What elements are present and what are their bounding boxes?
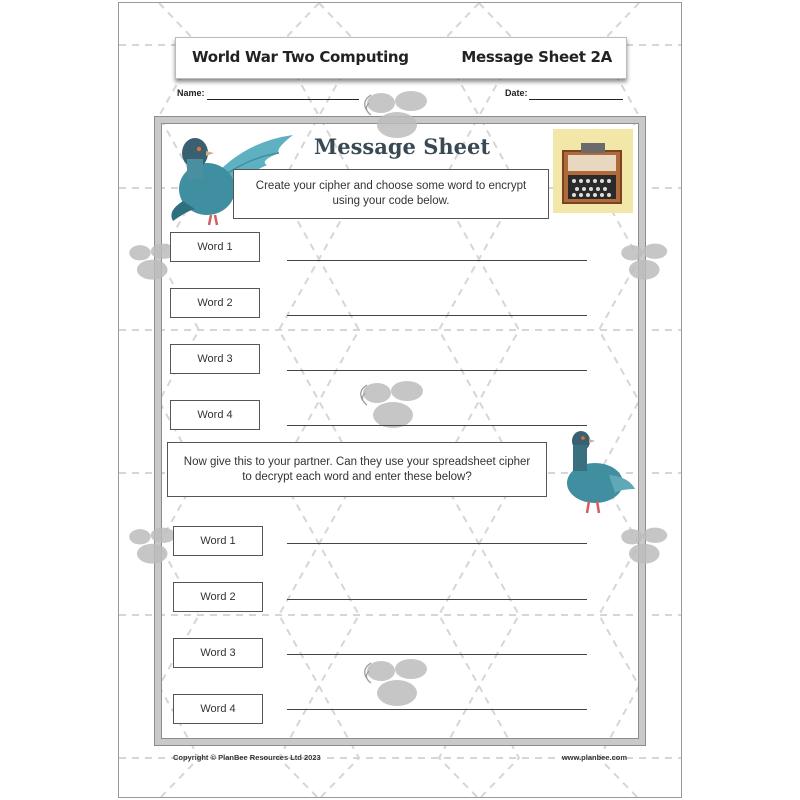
encrypt-answer-line-2[interactable]: [287, 315, 587, 316]
encrypt-answer-line-1[interactable]: [287, 260, 587, 261]
footer-copyright: Copyright © PlanBee Resources Ltd 2023: [173, 753, 321, 762]
word-label-box: Word 4: [173, 694, 263, 724]
word-label-box: Word 3: [170, 344, 260, 374]
header-bar: [175, 37, 627, 79]
footer-website-link[interactable]: www.planbee.com: [561, 753, 627, 762]
word-label-box: Word 2: [173, 582, 263, 612]
instruction-text-encrypt: Create your cipher and choose some word to encrypt using your code below.: [255, 180, 527, 207]
name-field[interactable]: [207, 99, 359, 100]
decrypt-answer-line-1[interactable]: [287, 543, 587, 544]
enigma-machine-icon: [553, 129, 633, 213]
worksheet-page: [118, 2, 682, 798]
word-label-box: Word 1: [173, 526, 263, 556]
instruction-text-decrypt: Now give this to your partner. Can they use your spreadsheet cipher to decrypt each word and enter these below?: [183, 455, 531, 483]
word-label-box: Word 4: [170, 400, 260, 430]
word-label-box: Word 1: [170, 232, 260, 262]
encrypt-answer-line-3[interactable]: [287, 370, 587, 371]
instruction-bubble-decrypt: [167, 442, 547, 497]
decrypt-answer-line-2[interactable]: [287, 599, 587, 600]
name-label: Name:: [177, 88, 205, 98]
decrypt-answer-line-4[interactable]: [287, 709, 587, 710]
sheet-code: Message Sheet 2A: [461, 48, 612, 66]
decrypt-answer-line-3[interactable]: [287, 654, 587, 655]
message-sheet-title: Message Sheet: [314, 134, 491, 159]
word-label-box: Word 3: [173, 638, 263, 668]
word-label-box: Word 2: [170, 288, 260, 318]
bee-watermark-icon: [615, 239, 675, 285]
bee-watermark-icon: [615, 523, 675, 569]
date-label: Date:: [505, 88, 528, 98]
instruction-bubble-encrypt: [233, 169, 549, 219]
bee-watermark-icon: [355, 375, 433, 435]
bee-watermark-icon: [359, 653, 437, 713]
encrypt-answer-line-4[interactable]: [287, 425, 587, 426]
worksheet-title: World War Two Computing: [192, 48, 409, 66]
pigeon-standing-icon: [559, 427, 637, 517]
date-field[interactable]: [529, 99, 623, 100]
